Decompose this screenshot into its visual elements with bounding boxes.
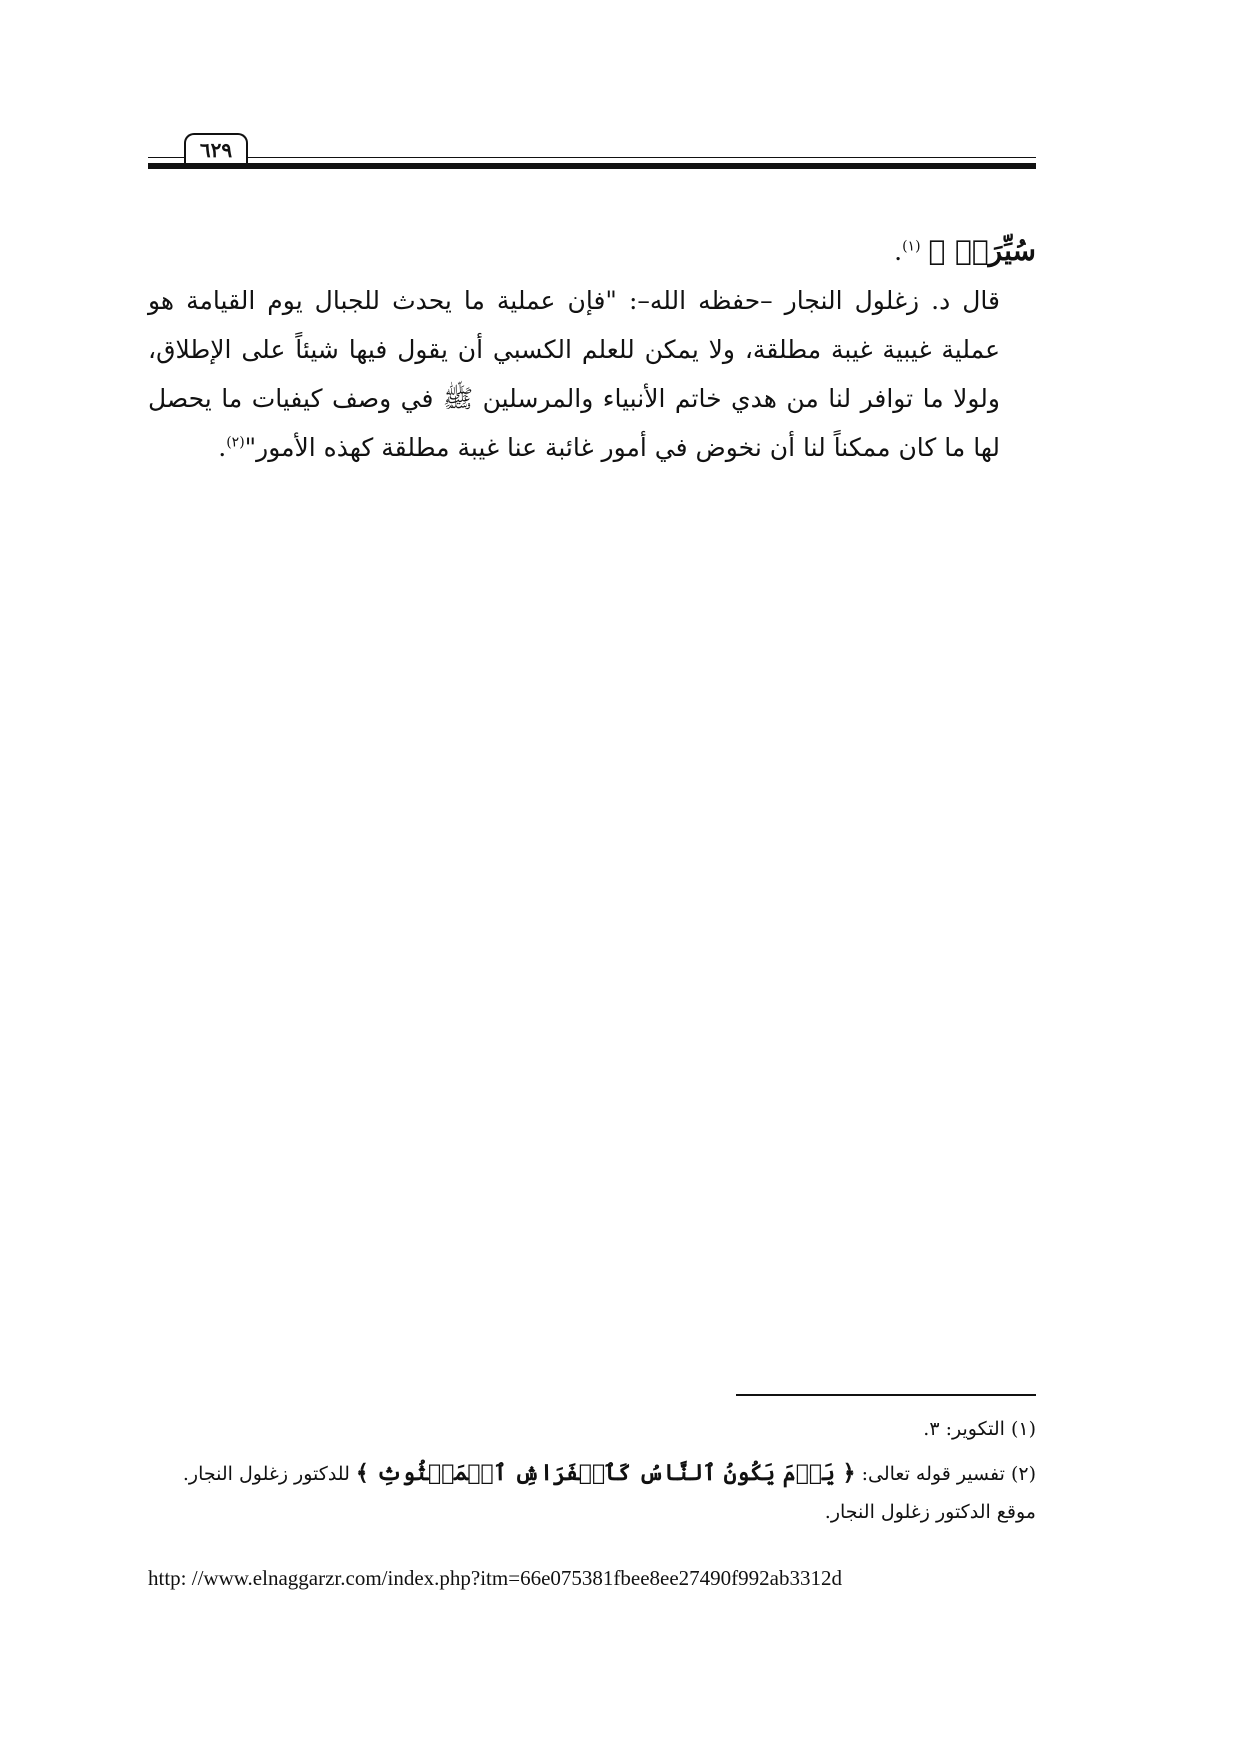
- verse-continuation: سُيِّرَتۡ ﴾: [928, 234, 1036, 267]
- quote-paragraph: [148, 276, 1036, 472]
- footnote-2-prefix: تفسير قوله تعالى:: [861, 1463, 1005, 1485]
- footnote-ref-1: (١): [902, 238, 921, 255]
- header-rule-thick: [148, 163, 1036, 169]
- footnote-ref-2: (٢): [226, 434, 245, 451]
- paragraph-end-mark: .: [218, 433, 227, 462]
- footnote-2: [148, 1454, 1036, 1531]
- page-header: [148, 128, 1036, 172]
- page-number: ٦٢٩: [184, 133, 248, 163]
- footnote-2-number: (٢): [1010, 1463, 1036, 1485]
- verse-line: [148, 226, 1036, 276]
- quote-text: قال د. زغلول النجار –حفظه الله–: "فإن عملية ما يحدث للجبال يوم القيامة هو عملية غيبية غيبة مطلقة، ولا يمكن للعلم الكسبي أن يقول فيها شيئاً على الإطلاق، ولولا ما توافر لنا من هدي خاتم الأنبياء والمرسلين ﷺ في وصف كيفيات ما يحصل لها ما كان ممكناً لنا أن نخوض في أمور غائبة عنا غيبة مطلقة كهذه الأمور": [148, 286, 1000, 462]
- footnote-1: [148, 1410, 1036, 1448]
- footnote-1-number: (١): [1010, 1418, 1036, 1440]
- footnote-1-text: التكوير: ٣.: [923, 1418, 1005, 1440]
- header-rule-thin: [148, 157, 1036, 158]
- footnote-separator: [736, 1394, 1036, 1396]
- main-text: [148, 226, 1036, 472]
- footnotes: [148, 1410, 1036, 1537]
- footnote-url[interactable]: http: //www.elnaggarzr.com/index.php?itm=66e075381fbee8ee27490f992ab3312d: [148, 1566, 842, 1590]
- footnote-2-suffix: للدكتور زغلول النجار. موقع الدكتور زغلول النجار.: [182, 1463, 1036, 1523]
- footnote-2-verse: ﴿ يَوۡمَ يَكُونُ ٱلنَّاسُ كَٱلۡفَرَاشِ ٱلۡمَبۡثُوثِ ﴾: [355, 1460, 856, 1486]
- verse-end-mark: .: [894, 237, 903, 266]
